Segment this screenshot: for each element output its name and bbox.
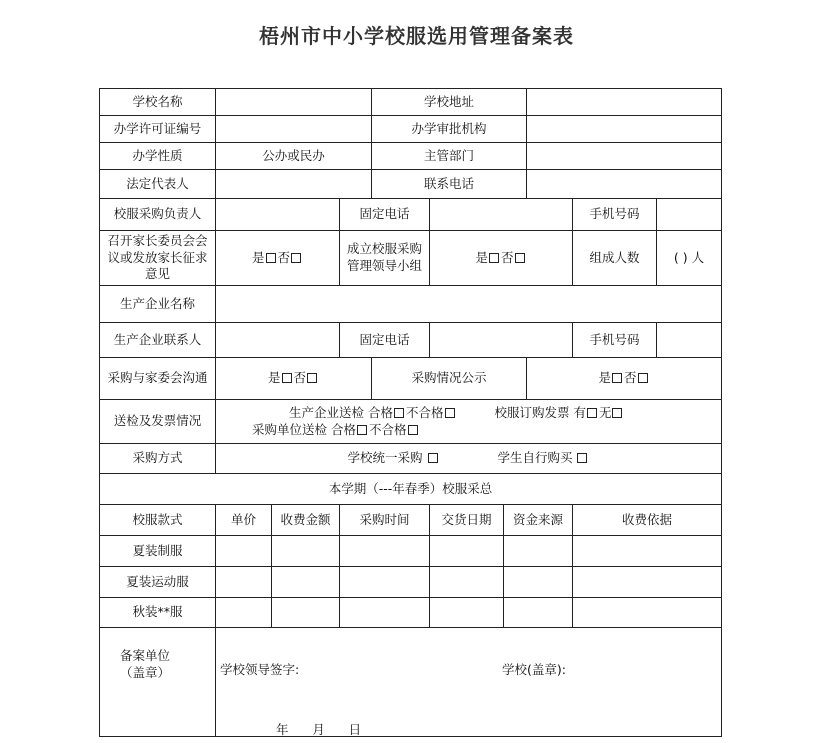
value-group-size[interactable]: ( ) 人 bbox=[657, 231, 722, 286]
field-license-no[interactable] bbox=[216, 116, 372, 143]
cell-basis[interactable] bbox=[573, 536, 722, 567]
checkbox-invoice-no[interactable] bbox=[612, 408, 622, 418]
field-legal-rep[interactable] bbox=[216, 170, 372, 199]
cell-price[interactable] bbox=[216, 598, 272, 628]
cell-fund[interactable] bbox=[504, 598, 573, 628]
row-school-name bbox=[100, 89, 722, 116]
row-legal-rep bbox=[100, 170, 722, 199]
label-manufacturer: 生产企业名称 bbox=[100, 286, 216, 323]
label-mobile-2: 手机号码 bbox=[573, 323, 657, 358]
checkbox-buyer-unqualified[interactable] bbox=[408, 425, 418, 435]
field-mfr-contact[interactable] bbox=[216, 323, 340, 358]
checkbox-yes[interactable] bbox=[282, 373, 292, 383]
table-row bbox=[100, 567, 722, 598]
label-school-address: 学校地址 bbox=[372, 89, 527, 116]
value-nature: 公办或民办 bbox=[216, 143, 372, 170]
col-amount: 收费金额 bbox=[272, 505, 340, 536]
label-proc-publicity: 采购情况公示 bbox=[372, 358, 527, 400]
signature-area[interactable] bbox=[216, 628, 722, 737]
checkbox-mfr-unqualified[interactable] bbox=[445, 408, 455, 418]
cell-basis[interactable] bbox=[573, 598, 722, 628]
field-mobile-2[interactable] bbox=[657, 323, 722, 358]
label-school-name: 学校名称 bbox=[100, 89, 216, 116]
field-manufacturer[interactable] bbox=[216, 286, 722, 323]
filing-form-table bbox=[99, 88, 722, 737]
cell-amount[interactable] bbox=[272, 536, 340, 567]
col-style: 校服款式 bbox=[100, 505, 216, 536]
checkbox-buyer-qualified[interactable] bbox=[357, 425, 367, 435]
row-proc-lead bbox=[100, 199, 722, 231]
cell-basis[interactable] bbox=[573, 567, 722, 598]
inspection-details: 生产企业送检 合格 不合格 校服订购发票 有 无 采购单位送检 合格 不合格 bbox=[216, 400, 722, 444]
cell-delivery[interactable] bbox=[430, 567, 504, 598]
row-label-summer-sport: 夏装运动服 bbox=[100, 567, 216, 598]
checkbox-yes[interactable] bbox=[489, 253, 499, 263]
label-approval-org: 办学审批机构 bbox=[372, 116, 527, 143]
label-parents-comm: 采购与家委会沟通 bbox=[100, 358, 216, 400]
label-proc-lead: 校服采购负责人 bbox=[100, 199, 216, 231]
col-time: 采购时间 bbox=[340, 505, 430, 536]
cell-delivery[interactable] bbox=[430, 536, 504, 567]
cell-price[interactable] bbox=[216, 536, 272, 567]
field-approval-org[interactable] bbox=[527, 116, 722, 143]
col-fund: 资金来源 bbox=[504, 505, 573, 536]
label-mfr-contact: 生产企业联系人 bbox=[100, 323, 216, 358]
checkbox-no[interactable] bbox=[638, 373, 648, 383]
cell-time[interactable] bbox=[340, 598, 430, 628]
row-manufacturer bbox=[100, 286, 722, 323]
checkbox-no[interactable] bbox=[307, 373, 317, 383]
school-seal-label: 学校(盖章): bbox=[502, 662, 566, 677]
field-mobile[interactable] bbox=[657, 199, 722, 231]
label-dept: 主管部门 bbox=[372, 143, 527, 170]
label-parents-meeting: 召开家长委员会会议或发放家长征求意见 bbox=[100, 231, 216, 286]
cell-fund[interactable] bbox=[504, 567, 573, 598]
label-legal-rep: 法定代表人 bbox=[100, 170, 216, 199]
checkbox-yes[interactable] bbox=[612, 373, 622, 383]
row-filing bbox=[100, 628, 722, 737]
checkbox-no[interactable] bbox=[515, 253, 525, 263]
label-fixed-phone-2: 固定电话 bbox=[340, 323, 430, 358]
col-price: 单价 bbox=[216, 505, 272, 536]
row-proc-method bbox=[100, 444, 722, 474]
table-row bbox=[100, 598, 722, 628]
field-fixed-phone[interactable] bbox=[430, 199, 573, 231]
label-inspection: 送检及发票情况 bbox=[100, 400, 216, 444]
row-column-headers bbox=[100, 505, 722, 536]
parents-comm-choice: 是 否 bbox=[216, 358, 372, 400]
row-parents-comm bbox=[100, 358, 722, 400]
row-nature bbox=[100, 143, 722, 170]
proc-method-choice: 学校统一采购 学生自行购买 bbox=[216, 444, 722, 474]
cell-delivery[interactable] bbox=[430, 598, 504, 628]
label-group-size: 组成人数 bbox=[573, 231, 657, 286]
cell-time[interactable] bbox=[340, 567, 430, 598]
cell-time[interactable] bbox=[340, 536, 430, 567]
field-fixed-phone-2[interactable] bbox=[430, 323, 573, 358]
row-label-autumn: 秋装**服 bbox=[100, 598, 216, 628]
row-mfr-contact bbox=[100, 323, 722, 358]
row-parents-meeting bbox=[100, 231, 722, 286]
proc-publicity-choice: 是 否 bbox=[527, 358, 722, 400]
label-nature: 办学性质 bbox=[100, 143, 216, 170]
cell-price[interactable] bbox=[216, 567, 272, 598]
label-mobile: 手机号码 bbox=[573, 199, 657, 231]
checkbox-student-purchase[interactable] bbox=[577, 453, 587, 463]
leader-signature-label: 学校领导签字: bbox=[220, 662, 300, 677]
date-label: 年 月 日 bbox=[276, 722, 362, 737]
field-contact-phone[interactable] bbox=[527, 170, 722, 199]
label-fixed-phone: 固定电话 bbox=[340, 199, 430, 231]
label-group-setup: 成立校服采购管理领导小组 bbox=[340, 231, 430, 286]
row-license bbox=[100, 116, 722, 143]
checkbox-no[interactable] bbox=[291, 253, 301, 263]
row-inspection bbox=[100, 400, 722, 444]
col-basis: 收费依据 bbox=[573, 505, 722, 536]
label-license-no: 办学许可证编号 bbox=[100, 116, 216, 143]
table-row bbox=[100, 536, 722, 567]
summary-heading: 本学期（---年春季）校服采总 bbox=[100, 474, 722, 505]
cell-fund[interactable] bbox=[504, 536, 573, 567]
field-dept[interactable] bbox=[527, 143, 722, 170]
checkbox-yes[interactable] bbox=[266, 253, 276, 263]
field-proc-lead[interactable] bbox=[216, 199, 340, 231]
col-delivery: 交货日期 bbox=[430, 505, 504, 536]
label-contact-phone: 联系电话 bbox=[372, 170, 527, 199]
row-label-summer: 夏装制服 bbox=[100, 536, 216, 567]
page-title: 梧州市中小学校服选用管理备案表 bbox=[259, 24, 574, 48]
field-school-name[interactable] bbox=[216, 89, 372, 116]
checkbox-mfr-qualified[interactable] bbox=[394, 408, 404, 418]
group-setup-choice: 是 否 bbox=[430, 231, 573, 286]
row-summary bbox=[100, 474, 722, 505]
cell-amount[interactable] bbox=[272, 598, 340, 628]
cell-amount[interactable] bbox=[272, 567, 340, 598]
parents-meeting-choice: 是 否 bbox=[216, 231, 340, 286]
label-proc-method: 采购方式 bbox=[100, 444, 216, 474]
field-school-address[interactable] bbox=[527, 89, 722, 116]
checkbox-invoice-yes[interactable] bbox=[587, 408, 597, 418]
checkbox-school-purchase[interactable] bbox=[428, 453, 438, 463]
label-filing-unit: 备案单位（盖章） bbox=[100, 628, 216, 737]
